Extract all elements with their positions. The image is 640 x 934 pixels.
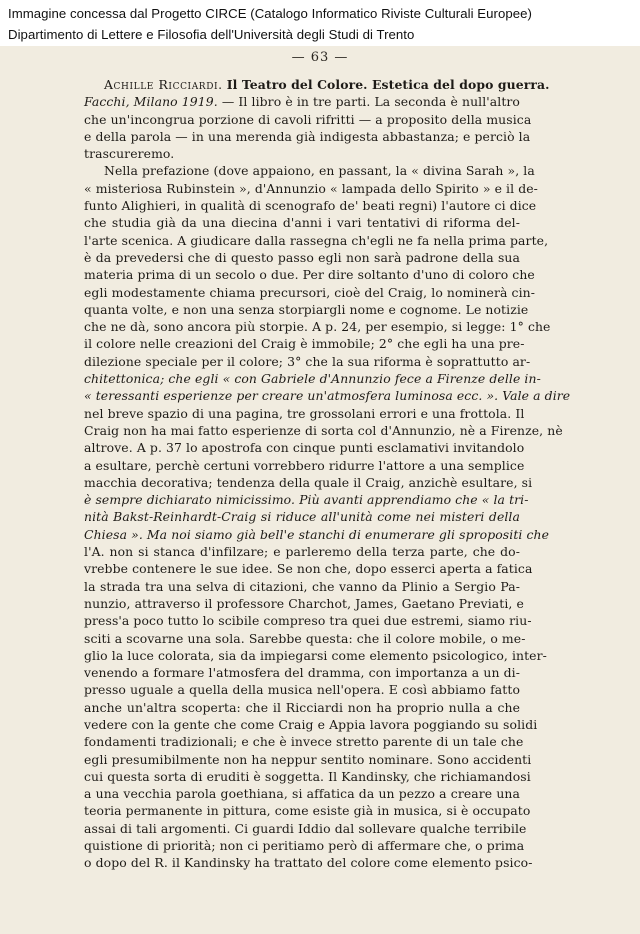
text-line: chitettonica; che egli « con Gabriele d'Annunzio fece a Firenze delle in- <box>84 371 541 387</box>
review-text <box>84 76 571 872</box>
text-line: nel breve spazio di una pagina, tre grossolani errori e una frottola. Il <box>84 405 525 421</box>
text-line: egli modestamente chiama precursori, cioè del Craig, lo nominerà cin- <box>84 284 536 300</box>
review-publication-line <box>84 93 520 110</box>
attribution-banner <box>0 0 640 46</box>
text-line: Craig non ha mai fatto esperienze di sorta col d'Annunzio, nè a Firenze, nè <box>84 422 563 438</box>
review-title: Il Teatro del Colore. Estetica del dopo guerra. <box>226 77 550 92</box>
review-publisher: Facchi, Milano 1919. <box>84 94 218 110</box>
text-line: la strada tra una selva di citazioni, che vanno da Plinio a Sergio Pa- <box>84 578 520 594</box>
text-line: « misteriosa Rubinstein », d'Annunzio « lampada dello Spirito » e il de- <box>84 180 538 196</box>
review-intro: — Il libro è in tre parti. La seconda è null'altro <box>221 94 520 110</box>
text-line: a esultare, perchè certuni vorrebbero ridurre l'attore a una semplice <box>84 457 525 473</box>
text-line: è da prevedersi che di questo passo egli non sarà padrone della sua <box>84 249 520 265</box>
text-line: Nella prefazione (dove appaiono, en passant, la « divina Sarah », la <box>104 163 535 179</box>
page-number: — 63 — <box>291 50 349 65</box>
text-line: altrove. A p. 37 lo apostrofa con cinque punti esclamativi invitandolo <box>84 440 525 456</box>
text-line: che ne dà, sono ancora più storpie. A p. 24, per esempio, si legge: 1° che <box>84 319 551 335</box>
text-line: funto Alighieri, in qualità di scenografo de' beati regni) l'autore ci dice <box>84 198 537 214</box>
text-line: glio la luce colorata, sia da impiegarsi come elemento psicologico, inter- <box>84 647 547 663</box>
text-line: sciti a scovarne una sola. Sarebbe questa: che il colore mobile, o me- <box>84 630 526 646</box>
attribution-line-2: Dipartimento di Lettere e Filosofia dell'Università degli Studi di Trento <box>8 27 415 42</box>
text-line: vrebbe contenere le sue idee. Se non che, dopo esserci aperta a fatica <box>84 561 533 577</box>
text-line: è sempre dichiarato nimicissimo. Più avanti apprendiamo che « la tri- <box>84 492 529 508</box>
text-line: teoria permanente in pittura, come esiste già in musica, si è occupato <box>84 803 531 819</box>
text-line: quanta volte, e non una senza storpiargli nome e cognome. Le notizie <box>84 301 529 317</box>
text-line: fondamenti tradizionali; e che è invece stretto parente di un tale che <box>84 734 524 750</box>
text-line: che un'incongrua porzione di cavoli rifritti — a proposito della musica <box>84 111 532 127</box>
text-line: l'arte scenica. A giudicare dalla rassegna ch'egli ne fa nella prima parte, <box>84 232 549 248</box>
text-line: e della parola — in una merenda già indigesta abbastanza; e perciò la <box>84 128 531 144</box>
text-line: egli presumibilmente non ha neppur sentito nominare. Sono accidenti <box>84 751 532 767</box>
text-line: trascureremo. <box>84 146 175 162</box>
text-line: materia prima di un secolo o due. Per dire soltanto d'uno di coloro che <box>84 267 535 283</box>
scanned-page <box>0 46 640 934</box>
text-line: macchia decorativa; tendenza della quale il Craig, anzichè esultare, si <box>84 474 533 490</box>
text-line: o dopo del R. il Kandinsky ha trattato del colore come elemento psico- <box>84 855 533 871</box>
body-lines <box>84 111 571 872</box>
text-line: nità Bakst-Reinhardt-Craig si riduce all'unità come nei misteri della <box>84 509 520 525</box>
text-line: anche un'altra scoperta: che il Ricciardi non ha proprio nulla a che <box>84 699 520 715</box>
text-line: Chiesa ». Ma noi siamo già bell'e stanchi di enumerare gli spropositi che <box>84 526 550 542</box>
text-line: cui questa sorta di eruditi è soggetta. Il Kandinsky, che richiamandosi <box>84 768 531 784</box>
text-line: presso uguale a quella della musica nell'opera. E così abbiamo fatto <box>84 682 520 698</box>
text-line: vedere con la gente che come Craig e Appia lavora poggiando su solidi <box>84 716 538 732</box>
text-line: nunzio, attraverso il professore Charchot, James, Gaetano Previati, e <box>84 595 524 611</box>
review-heading <box>84 76 550 93</box>
attribution-line-1: Immagine concessa dal Progetto CIRCE (Catalogo Informatico Riviste Culturali Europee) <box>8 6 532 21</box>
text-line: dilezione speciale per il colore; 3° che la sua riforma è soprattutto ar- <box>84 353 531 369</box>
text-line: assai di tali argomenti. Ci guardi Iddio dal sollevare qualche terribile <box>84 820 527 836</box>
text-line: l'A. non si stanca d'infilzare; e parleremo della terza parte, che do- <box>84 544 520 560</box>
text-line: quistione di priorità; non ci peritiamo però di affermare che, o prima <box>84 838 525 854</box>
text-line: press'a poco tutto lo scibile compreso tra quei due estremi, siamo riu- <box>84 613 532 629</box>
text-line: che studia già da una diecina d'anni i vari tentativi di riforma del- <box>84 215 520 231</box>
text-line: il colore nelle creazioni del Craig è immobile; 2° che egli ha una pre- <box>84 336 525 352</box>
text-line: venendo a formare l'atmosfera del dramma, con importanza a un di- <box>84 665 520 681</box>
text-line: « teressanti esperienze per creare un'atmosfera luminosa ecc. ». Vale a dire <box>84 388 571 404</box>
review-author: Achille Ricciardi. <box>104 77 223 92</box>
text-line: a una vecchia parola goethiana, si affatica da un pezzo a creare una <box>84 786 520 802</box>
